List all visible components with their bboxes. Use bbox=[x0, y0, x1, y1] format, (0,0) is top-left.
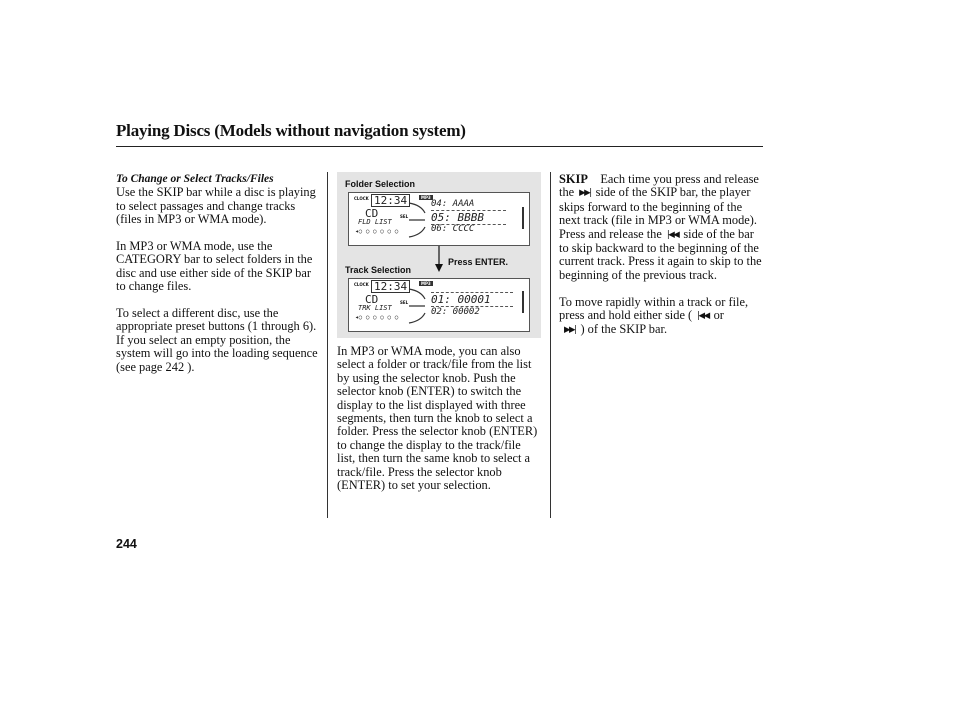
skip-forward-icon: ▶▶| bbox=[579, 188, 591, 199]
text: To move rapidly within a track or file, press and hold either side ( bbox=[559, 294, 749, 323]
display-figure bbox=[337, 172, 541, 338]
paragraph: In MP3 or WMA mode, you can also select a folder or track/file from the list by using the selector knob. Push the selector knob (ENTER) to switch the display to the list displayed with three segments, then turn the knob to select a folder. Press the selector knob (ENTER) to change the display to the track/file list, then turn the same knob to select a track/file. Press the selector knob (ENTER) to set your selection. bbox=[337, 344, 538, 493]
section-subheading: To Change or Select Tracks/Files bbox=[116, 173, 274, 185]
page-title: Playing Discs (Models without navigation system) bbox=[116, 121, 466, 140]
middle-column bbox=[337, 345, 542, 506]
lcd-clock: 12:34 bbox=[371, 194, 410, 207]
left-column bbox=[116, 173, 320, 387]
paragraph: In MP3 or WMA mode, use the CATEGORY bar to select folders in the disc and use either side of the SKIP bar to change files. bbox=[116, 239, 313, 294]
mp3-tag: MP3 bbox=[421, 281, 431, 286]
segment-arrows bbox=[407, 201, 427, 239]
press-enter-label: Press ENTER. bbox=[448, 257, 509, 267]
text: side of the bar to skip backward to the beginning of the current track. Press it again to skip to the beginning of the previous track. bbox=[559, 226, 762, 282]
paragraph bbox=[559, 296, 765, 338]
folder-line-1: 04: AAAA bbox=[431, 199, 475, 209]
lcd-mode-text: FLD LIST bbox=[358, 218, 392, 226]
column-divider-left bbox=[327, 172, 328, 518]
skip-back-icon: |◀◀ bbox=[697, 311, 709, 322]
down-arrow-icon bbox=[435, 246, 443, 272]
text: To select a different disc, use the appropriate preset buttons (1 through 6). If you select an empty position, the system will go into the loading sequence (see page bbox=[116, 306, 318, 374]
track-line-2: 02: 00002 bbox=[431, 307, 480, 317]
sel-tag: SEL bbox=[400, 300, 409, 305]
lcd-clock: 12:34 bbox=[371, 280, 410, 293]
text: or bbox=[713, 308, 724, 323]
skip-heading: SKIP bbox=[559, 172, 588, 186]
paragraph bbox=[116, 307, 320, 374]
text: ). bbox=[184, 359, 195, 374]
lcd-mode: CD bbox=[365, 207, 379, 220]
folder-line-3: 06: CCCC bbox=[431, 224, 475, 234]
lcd-indicator-dots: ◂○ ○ ○ ○ ○ ○ bbox=[355, 228, 399, 235]
segment-arrows bbox=[407, 287, 427, 325]
track-lcd-display bbox=[348, 278, 530, 332]
sel-tag: SEL bbox=[400, 214, 409, 219]
clock-tag: CLOCK bbox=[354, 196, 369, 201]
track-line-1: 01: 00001 bbox=[431, 292, 513, 307]
column-divider-right bbox=[550, 172, 551, 518]
text: Each time you press and release the bbox=[559, 172, 759, 200]
title-rule bbox=[116, 146, 763, 147]
lcd-mode-text: TRK LIST bbox=[358, 304, 392, 312]
text: side of the SKIP bar, the player skips forward to the beginning of the next track (file in MP3 or WMA mode). Press and release the bbox=[559, 185, 757, 241]
page-number: 244 bbox=[116, 537, 137, 551]
clock-tag: CLOCK bbox=[354, 282, 369, 287]
skip-back-icon: |◀◀ bbox=[666, 229, 679, 240]
lcd-scrollbar bbox=[522, 291, 524, 313]
mp3-tag: MP3 bbox=[421, 195, 431, 200]
paragraph: Use the SKIP bar while a disc is playing to select passages and change tracks (files in MP3 or WMA mode). bbox=[116, 185, 316, 227]
lcd-mode: CD bbox=[365, 293, 379, 306]
paragraph bbox=[559, 173, 765, 282]
lcd-scrollbar bbox=[522, 207, 524, 229]
track-selection-label: Track Selection bbox=[345, 265, 412, 275]
folder-selection-label: Folder Selection bbox=[345, 179, 416, 189]
skip-forward-icon: ▶▶| bbox=[564, 325, 576, 336]
text: ) of the SKIP bar. bbox=[580, 322, 668, 337]
folder-line-2: 05: BBBB bbox=[431, 210, 506, 225]
right-column bbox=[559, 173, 765, 351]
page-reference-link[interactable]: 242 bbox=[165, 359, 185, 374]
folder-lcd-display bbox=[348, 192, 530, 246]
lcd-indicator-dots: ◂○ ○ ○ ○ ○ ○ bbox=[355, 314, 399, 321]
